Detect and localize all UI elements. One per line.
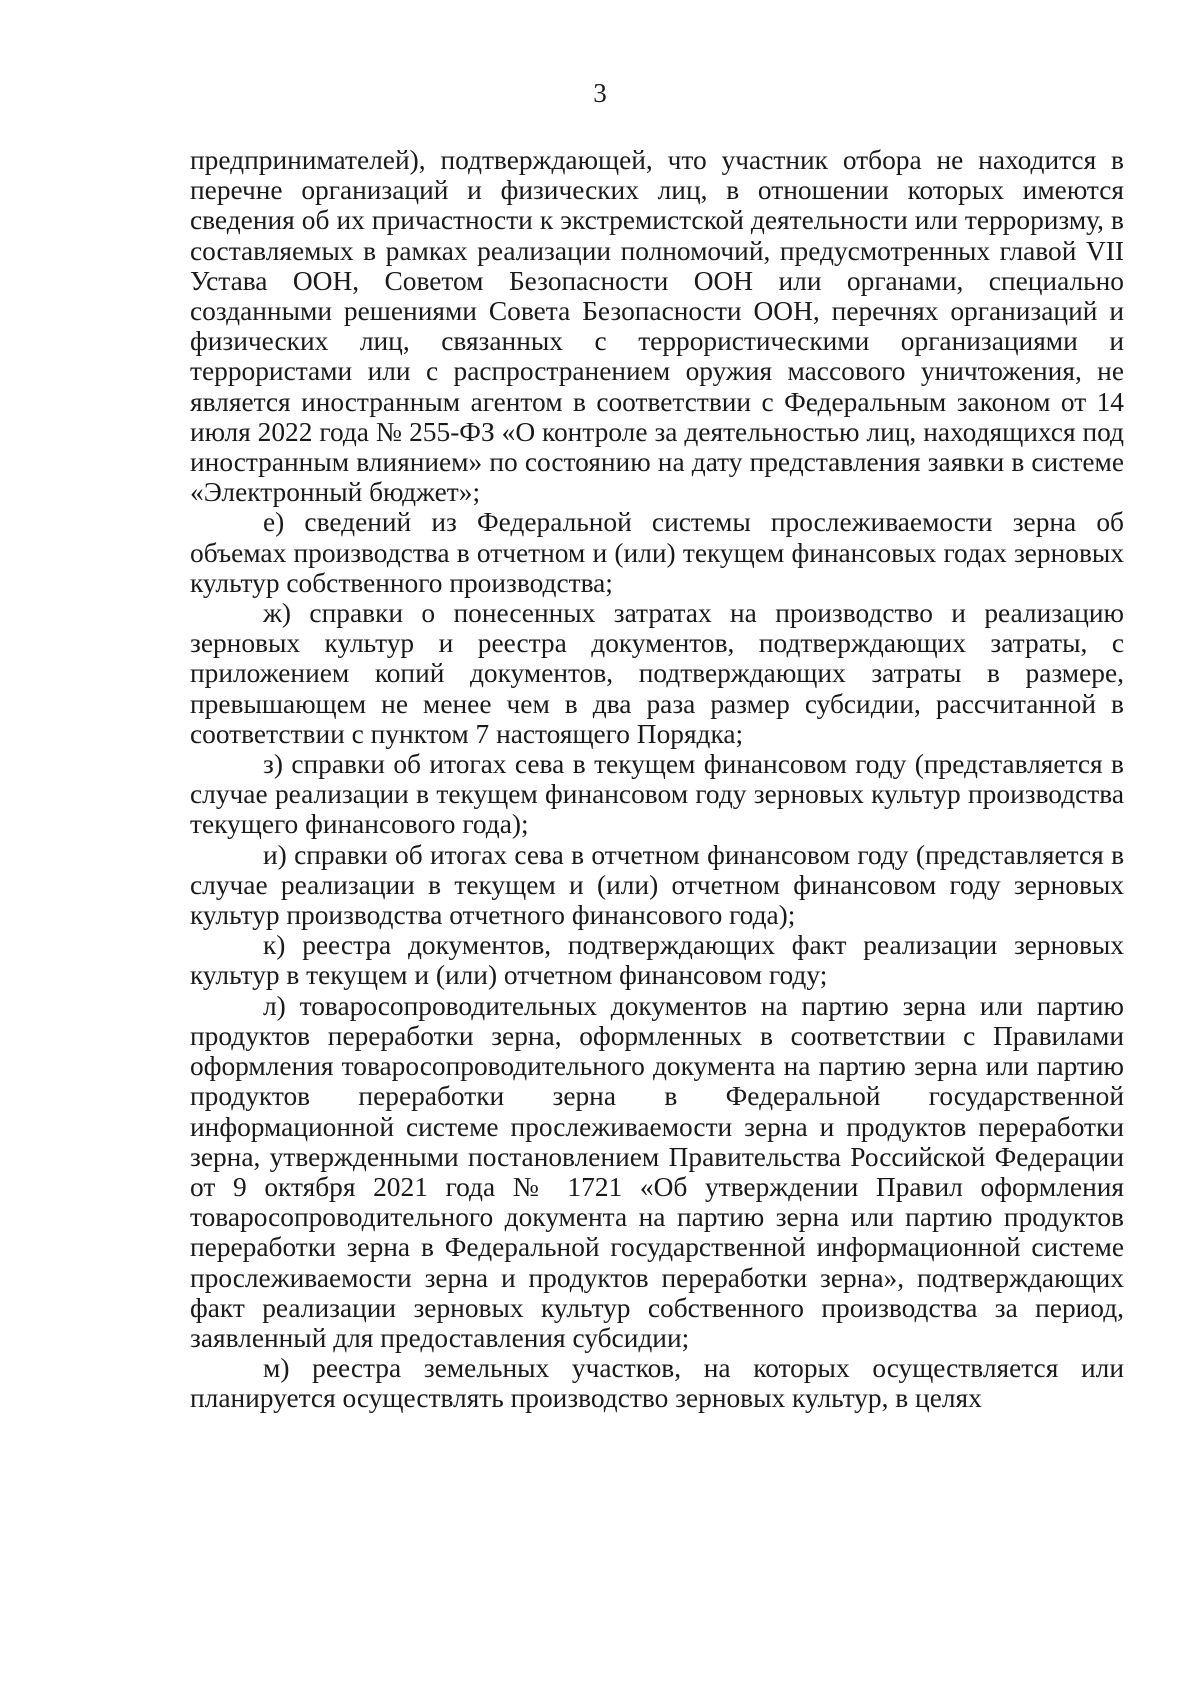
page-number: 3 xyxy=(593,78,607,108)
paragraph-item-zh: ж) справки о понесенных затратах на производство и реализацию зерновых культур и реестра документов, подтверждающих затраты, с приложением копий документов, подтверждающих затраты в размере, превышающем не менее чем в два раза размер субсидии, рассчитанной в соответствии с пунктом 7 настоящего Порядка; xyxy=(190,598,1124,749)
paragraph-item-m: м) реестра земельных участков, на которых осуществляется или планируется осуществлять производство зерновых культур, в целях xyxy=(190,1353,1124,1414)
paragraph-item-z: з) справки об итогах сева в текущем финансовом году (представляется в случае реализации в текущем финансовом году зерновых культур производства текущего финансового года); xyxy=(190,749,1124,840)
paragraph-item-e: е) сведений из Федеральной системы прослеживаемости зерна об объемах производства в отчетном и (или) текущем финансовых годах зерновых культур собственного производства; xyxy=(190,507,1124,598)
paragraph-item-l: л) товаросопроводительных документов на партию зерна или партию продуктов переработки зерна, оформленных в соответствии с Правилами оформления товаросопроводительного документа на партию зерна или партию продуктов переработки зерна в Федеральной государственной информационной системе прослеживаемости зерна и продуктов переработки зерна, утвержденными постановлением Правительства Российской Федерации от 9 октября 2021 года № 1721 «Об утверждении Правил оформления товаросопроводительного документа на партию зерна или партию продуктов переработки зерна в Федеральной государственной информационной системе прослеживаемости зерна и продуктов переработки зерна», подтверждающих факт реализации зерновых культур собственного производства за период, заявленный для предоставления субсидии; xyxy=(190,990,1124,1353)
document-body xyxy=(190,145,1124,1414)
paragraph-item-i: и) справки об итогах сева в отчетном финансовом году (представляется в случае реализации в текущем и (или) отчетном финансовом году зерновых культур производства отчетного финансового года); xyxy=(190,839,1124,931)
paragraph-continuation: предпринимателей), подтверждающей, что участник отбора не находится в перечне организаций и физических лиц, в отношении которых имеются сведения об их причастности к экстремистской деятельности или терроризму, в составляемых в рамках реализации полномочий, предусмотренных главой VII Устава ООН, Советом Безопасности ООН или органами, специально созданными решениями Совета Безопасности ООН, перечнях организаций и физических лиц, связанных с террористическими организациями и террористами или с распространением оружия массового уничтожения, не является иностранным агентом в соответствии с Федеральным законом от 14 июля 2022 года № 255-ФЗ «О контроле за деятельностью лиц, находящихся под иностранным влиянием» по состоянию на дату представления заявки в системе «Электронный бюджет»; xyxy=(190,145,1124,508)
paragraph-item-k: к) реестра документов, подтверждающих факт реализации зерновых культур в текущем и (или) отчетном финансовом году; xyxy=(190,930,1124,991)
